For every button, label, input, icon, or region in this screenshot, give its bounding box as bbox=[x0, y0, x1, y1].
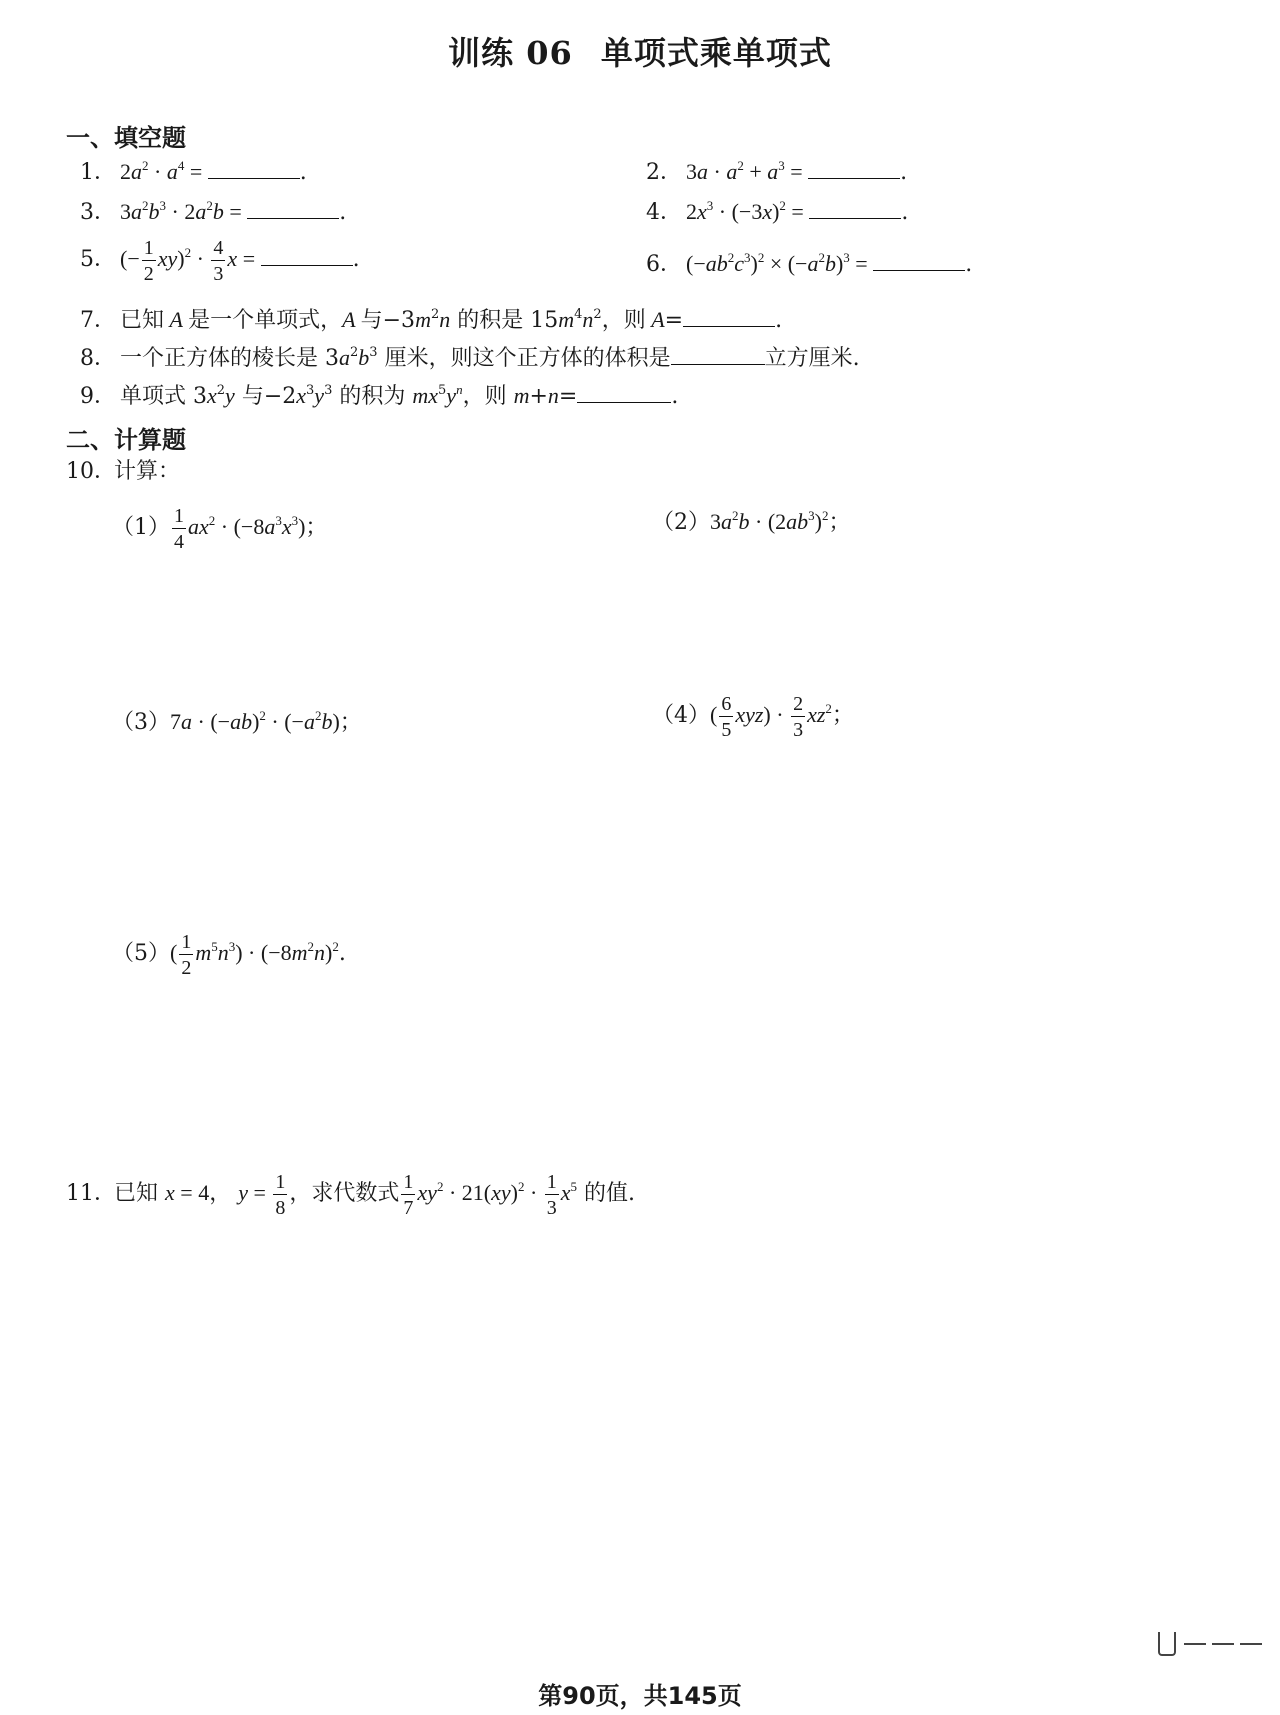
math-expression: ( $\frac{6}{5}$ xyz) · $\frac{2}{3}$ $xz^2$ bbox=[710, 693, 832, 741]
math-expression: x = 4 bbox=[165, 1180, 210, 1206]
answer-blank bbox=[873, 269, 965, 271]
subquestion-label: （3） bbox=[112, 710, 170, 735]
answer-blank bbox=[808, 177, 900, 179]
question-text: 已知 bbox=[120, 308, 165, 333]
question-text: ，求代数式 bbox=[289, 1181, 400, 1207]
watermark-icon bbox=[1158, 1632, 1176, 1656]
title-text: 单项式乘单项式 bbox=[600, 34, 832, 72]
answer-blank bbox=[208, 177, 300, 179]
answer-blank bbox=[683, 325, 775, 327]
question-10 bbox=[66, 458, 180, 486]
subquestion-4: （4）( $\frac{6}{5}$ xyz) · $\frac{2}{3}$ $xz^2$； bbox=[652, 693, 854, 741]
question-text: ，则 bbox=[601, 308, 646, 333]
math-expression: $\frac{1}{7}$ $xy^2 \cdot 21(xy)^2$ · $\frac{1}{3}$ $x^5$ bbox=[403, 1171, 578, 1219]
question-number: 5． bbox=[80, 247, 116, 273]
question-1: 1． $2a^2 \cdot a^4$ = . bbox=[80, 158, 307, 185]
question-number: 10． bbox=[66, 459, 116, 484]
question-number: 4． bbox=[646, 200, 682, 225]
section-fill-in: 一、填空题 bbox=[66, 124, 186, 152]
question-text: 与−3 bbox=[360, 308, 416, 333]
answer-blank bbox=[577, 401, 671, 403]
math-expression: $7a \cdot (-ab)^2 \cdot (-a^2b)$ bbox=[170, 708, 340, 734]
question-6: 6． $(-ab^2c^3)^2 \times (-a^2b)^3$ = . bbox=[646, 250, 973, 277]
question-text: 立方厘米. bbox=[764, 346, 860, 371]
math-expression: $\frac{1}{4}$ $ax^2 \cdot (-8a^3x^3)$ bbox=[174, 505, 306, 553]
answer-blank bbox=[809, 217, 901, 219]
question-number: 3． bbox=[80, 200, 116, 225]
question-number: 2． bbox=[646, 160, 682, 185]
question-text: 的积是 15 bbox=[457, 308, 559, 333]
subquestion-5: （5）( $\frac{1}{2}$ $m^5n^3) \cdot (-8m^2n)^2$. bbox=[112, 931, 346, 979]
question-text: 单项式 3 bbox=[120, 384, 207, 409]
question-7: 7． 已知 A 是一个单项式，A 与$-3m^2n$ 的积是 $15m^4n^2$，则 A= . bbox=[80, 307, 783, 333]
question-text: = bbox=[558, 384, 578, 409]
math-expression: y = $\frac{1}{8}$ bbox=[238, 1171, 286, 1219]
subquestion-label: （4） bbox=[652, 703, 710, 729]
question-4: 4． $2x^3 \cdot (-3x)^2$ = . bbox=[646, 198, 909, 225]
title-prefix: 训练 06 bbox=[448, 34, 573, 72]
question-9: 9． 单项式 $3x^2y$ 与$-2x^3y^3$ 的积为 $mx^5y^n$，则 m+n= . bbox=[80, 382, 679, 409]
question-number: 7． bbox=[80, 308, 116, 333]
math-expression: $2x^3 \cdot (-3x)^2$ = bbox=[686, 198, 810, 224]
section-calculation: 二、计算题 bbox=[66, 426, 186, 454]
question-text: 与−2 bbox=[241, 384, 297, 409]
math-expression: $3a^2b^3 \cdot 2a^2b$ = bbox=[120, 198, 248, 224]
page-footer: 第90页，共145页 bbox=[538, 1682, 742, 1710]
question-2: 2． $3a \cdot a^2 + a^3$ = . bbox=[646, 158, 908, 185]
math-expression: $3a \cdot a^2 + a^3$ = bbox=[686, 158, 809, 184]
question-8: 8． 一个正方体的棱长是 $3a^2b^3$ 厘米，则这个正方体的体积是 立方厘米. bbox=[80, 345, 860, 371]
question-5: 5． (− $\frac{1}{2}$ xy)$^2$ · $\frac{4}{3}$ x = . bbox=[80, 237, 360, 285]
question-number: 1． bbox=[80, 160, 116, 185]
question-text: 已知 bbox=[114, 1181, 159, 1207]
answer-blank bbox=[261, 264, 353, 266]
subquestion-label: （2） bbox=[652, 510, 710, 535]
math-expression: $2a^2 \cdot a^4$ = bbox=[120, 158, 208, 184]
answer-blank bbox=[247, 217, 339, 219]
question-text: 计算： bbox=[114, 459, 181, 484]
subquestion-3: $(3)7a \cdot (-ab)^2 \cdot (-a^2b)$； bbox=[112, 708, 362, 735]
math-expression: $3a^2b \cdot (2ab^3)^2$ bbox=[710, 508, 829, 534]
subquestion-1: （1） $\frac{1}{4}$ $ax^2 \cdot (-8a^3x^3)$； bbox=[112, 505, 328, 553]
answer-blank bbox=[671, 363, 765, 365]
question-number: 6． bbox=[646, 252, 682, 277]
question-text: 厘米，则这个正方体的体积是 bbox=[384, 346, 671, 371]
question-text: ，则 bbox=[462, 384, 507, 409]
page-title bbox=[0, 28, 1280, 74]
subquestion-2: $(2)3a^2b \cdot (2ab^3)^2$； bbox=[652, 508, 851, 535]
subquestion-label: （5） bbox=[112, 941, 170, 967]
question-number: 11． bbox=[66, 1181, 116, 1207]
math-expression: ( $\frac{1}{2}$ $m^5n^3) \cdot (-8m^2n)^2$ bbox=[170, 931, 339, 979]
question-number: 9． bbox=[80, 384, 116, 409]
question-text: 一个正方体的棱长是 3 bbox=[120, 346, 339, 371]
question-3: 3． $3a^2b^3 \cdot 2a^2b$ = . bbox=[80, 198, 347, 225]
math-expression: (− $\frac{1}{2}$ xy)$^2$ · $\frac{4}{3}$ x = bbox=[120, 237, 261, 285]
watermark-mark bbox=[1158, 1628, 1268, 1658]
question-text: 的值. bbox=[584, 1181, 636, 1207]
question-text: = bbox=[664, 308, 684, 333]
question-text: 是一个单项式， bbox=[188, 308, 343, 333]
question-text: 的积为 bbox=[339, 384, 406, 409]
subquestion-label: （1） bbox=[112, 515, 170, 541]
math-expression: $(-ab^2c^3)^2 \times (-a^2b)^3$ = bbox=[686, 250, 874, 276]
question-number: 8． bbox=[80, 346, 116, 371]
question-11: 11．已知 x = 4， y = $\frac{1}{8}$ ，求代数式 $\frac{1}{7}$ $xy^2 \cdot 21(xy)^2$ · $\frac{1}{3}$ $x^5$ 的值. bbox=[66, 1171, 636, 1219]
